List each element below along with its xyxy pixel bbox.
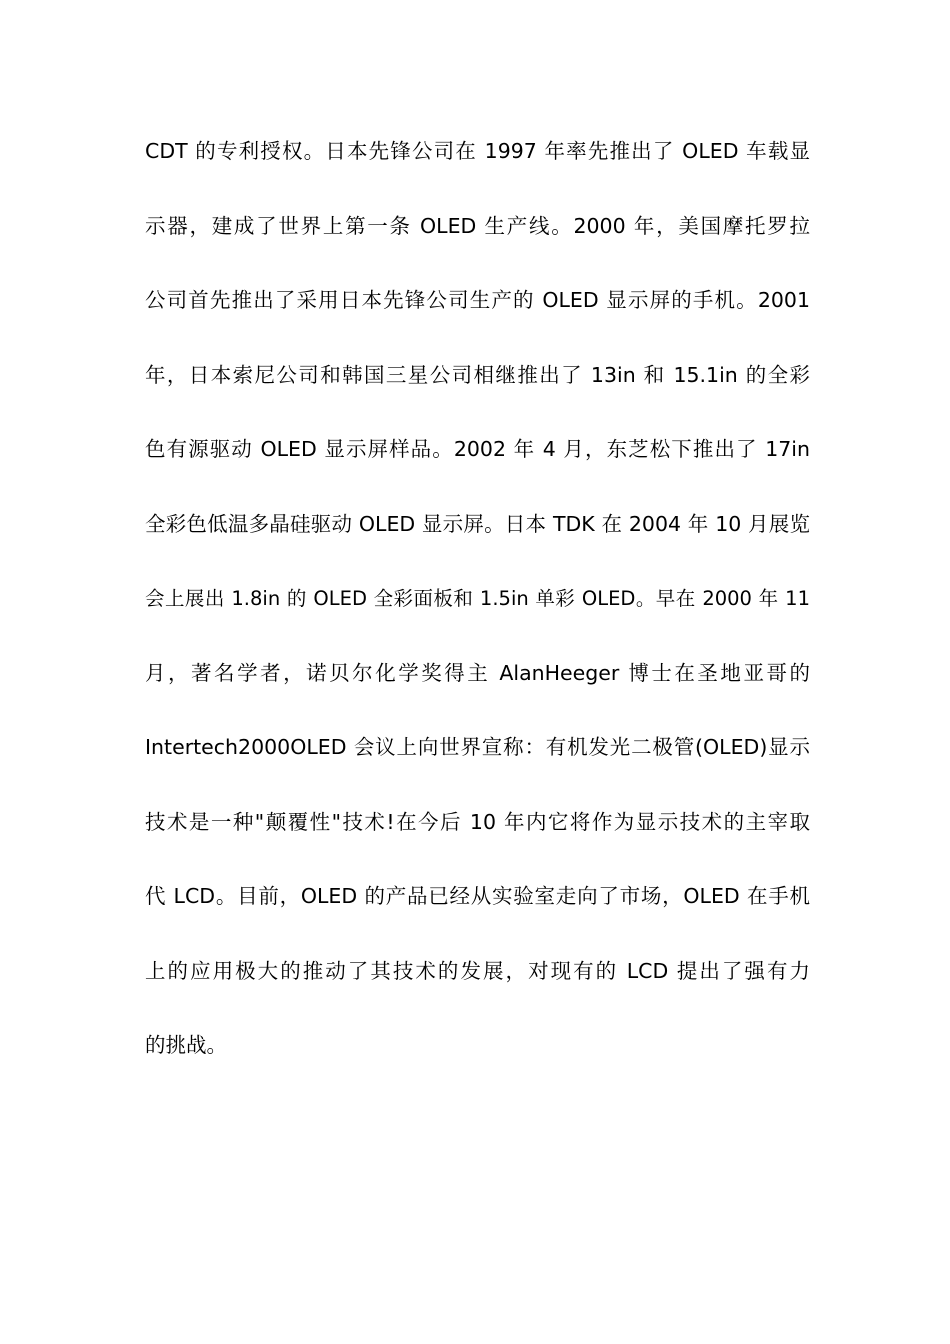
text-line: 年，日本索尼公司和韩国三星公司相继推出了 13in 和 15.1in 的全彩 [145, 362, 810, 387]
text-line: 代 LCD。目前，OLED 的产品已经从实验室走向了市场，OLED 在手机 [145, 884, 810, 908]
text-line: 示器，建成了世界上第一条 OLED 生产线。2000 年，美国摩托罗拉 [145, 213, 810, 238]
body-paragraph [145, 133, 810, 1102]
text-line: 月，著名学者，诺贝尔化学奖得主 AlanHeeger 博士在圣地亚哥的 [145, 660, 810, 685]
text-line: 会上展出 1.8in 的 OLED 全彩面板和 1.5in 单彩 OLED。早在 2000 年 11 [145, 587, 810, 610]
text-line: 色有源驱动 OLED 显示屏样品。2002 年 4 月，东芝松下推出了 17in [145, 437, 810, 461]
text-line: 全彩色低温多晶硅驱动 OLED 显示屏。日本 TDK 在 2004 年 10 月展览 [145, 511, 810, 536]
text-line: 公司首先推出了采用日本先锋公司生产的 OLED 显示屏的手机。2001 [145, 288, 810, 312]
text-line: Intertech2000OLED 会议上向世界宣称：有机发光二极管(OLED)显示 [145, 735, 810, 759]
text-line: 技术是一种"颠覆性"技术!在今后 10 年内它将作为显示技术的主宰取 [145, 809, 810, 834]
text-line-last: 的挑战。 [145, 1033, 227, 1057]
text-line: CDT 的专利授权。日本先锋公司在 1997 年率先推出了 OLED 车载显 [145, 139, 810, 163]
text-line: 上的应用极大的推动了其技术的发展，对现有的 LCD 提出了强有力 [145, 958, 810, 983]
